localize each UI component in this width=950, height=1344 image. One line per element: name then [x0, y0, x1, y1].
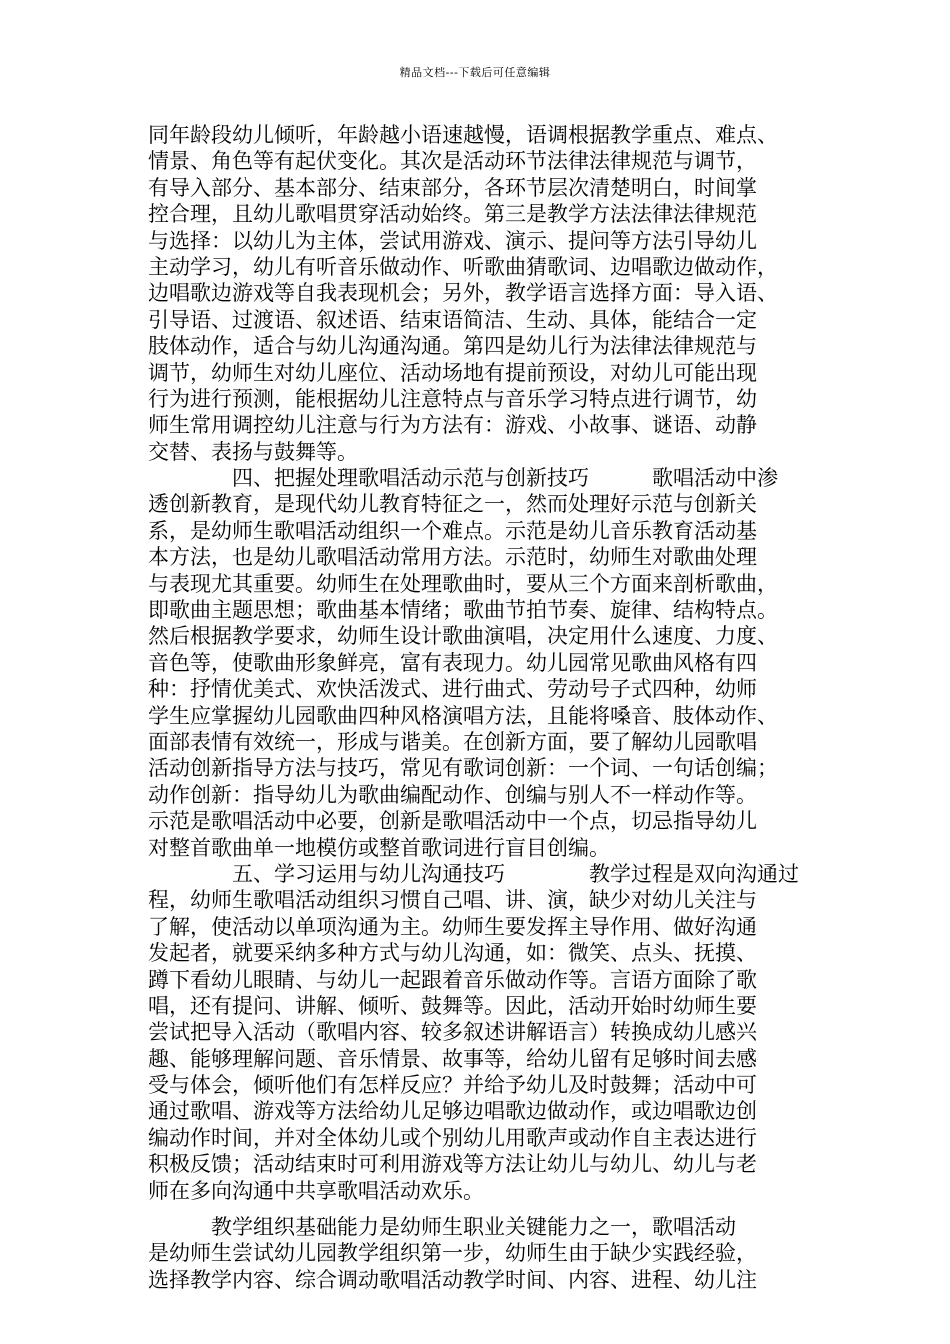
text-line: 通过歌唱、游戏等方法给幼儿足够边唱歌边做动作，或边唱歌边创	[148, 1099, 757, 1124]
text-line: 四、把握处理歌唱活动示范与创新技巧 歌唱活动中渗	[148, 466, 778, 491]
text-line: 受与体会，倾听他们有怎样反应？并给予幼儿及时鼓舞；活动中可	[148, 1073, 757, 1098]
text-line: 发起者，就要采纳多种方式与幼儿沟通，如：微笑、点头、抚摸、	[148, 941, 757, 966]
text-line: 五、学习运用与幼儿沟通技巧 教学过程是双向沟通过	[148, 861, 799, 886]
text-line: 交替、表扬与鼓舞等。	[148, 439, 358, 464]
text-line: 了解，使活动以单项沟通为主。幼师生要发挥主导作用、做好沟通	[148, 914, 757, 939]
page-header: 精品文档---下载后可任意编辑	[399, 66, 551, 79]
text-line: 蹲下看幼儿眼睛、与幼儿一起跟着音乐做动作等。言语方面除了歌	[148, 967, 757, 992]
text-line: 师在多向沟通中共享歌唱活动欢乐。	[148, 1178, 484, 1203]
text-line: 即歌曲主题思想；歌曲基本情绪；歌曲节拍节奏、旋律、结构特点。	[148, 598, 778, 623]
text-line: 积极反馈；活动结束时可利用游戏等方法让幼儿与幼儿、幼儿与老	[148, 1152, 757, 1177]
text-line: 行为进行预测，能根据幼儿注意特点与音乐学习特点进行调节，幼	[148, 386, 757, 411]
text-line: 边唱歌边游戏等自我表现机会；另外，教学语言选择方面：导入语、	[148, 281, 778, 306]
text-line: 肢体动作，适合与幼儿沟通沟通。第四是幼儿行为法律法律规范与	[148, 334, 757, 359]
text-line: 然后根据教学要求，幼师生设计歌曲演唱，决定用什么速度、力度、	[148, 624, 778, 649]
paragraph-gap	[148, 1204, 808, 1214]
text-line: 主动学习，幼儿有听音乐做动作、听歌曲猜歌词、边唱歌边做动作，	[148, 254, 778, 279]
text-line: 面部表情有效统一，形成与谐美。在创新方面，要了解幼儿园歌唱	[148, 729, 757, 754]
text-line: 学生应掌握幼儿园歌曲四种风格演唱方法，且能将嗓音、肢体动作、	[148, 703, 778, 728]
text-line: 尝试把导入活动（歌唱内容、较多叙述讲解语言）转换成幼儿感兴	[148, 1020, 757, 1045]
text-line: 是幼师生尝试幼儿园教学组织第一步，幼师生由于缺少实践经验，	[148, 1241, 757, 1266]
text-line: 种：抒情优美式、欢快活泼式、进行曲式、劳动号子式四种，幼师	[148, 677, 757, 702]
text-line: 情景、角色等有起伏变化。其次是活动环节法律法律规范与调节，	[148, 149, 757, 174]
text-line: 动作创新：指导幼儿为歌曲编配动作、创编与别人不一样动作等。	[148, 782, 757, 807]
text-line: 唱，还有提问、讲解、倾听、鼓舞等。因此，活动开始时幼师生要	[148, 993, 757, 1018]
text-line: 趣、能够理解问题、音乐情景、故事等，给幼儿留有足够时间去感	[148, 1046, 757, 1071]
text-line: 引导语、过渡语、叙述语、结束语简洁、生动、具体，能结合一定	[148, 307, 757, 332]
text-line: 调节，幼师生对幼儿座位、活动场地有提前预设，对幼儿可能出现	[148, 360, 757, 385]
text-line: 与选择：以幼儿为主体，尝试用游戏、演示、提问等方法引导幼儿	[148, 228, 757, 253]
text-line: 控合理，且幼儿歌唱贯穿活动始终。第三是教学方法法律法律规范	[148, 202, 757, 227]
text-line: 选择教学内容、综合调动歌唱活动教学时间、内容、进程、幼儿注	[148, 1267, 757, 1292]
text-line: 编动作时间，并对全体幼儿或个别幼儿用歌声或动作自主表达进行	[148, 1125, 757, 1150]
text-line: 对整首歌曲单一地模仿或整首歌词进行盲目创编。	[148, 835, 610, 860]
text-line: 有导入部分、基本部分、结束部分，各环节层次清楚明白，时间掌	[148, 175, 757, 200]
document-body	[148, 122, 808, 1293]
text-line: 师生常用调控幼儿注意与行为方法有：游戏、小故事、谜语、动静	[148, 413, 757, 438]
closing-paragraph	[148, 1214, 808, 1293]
text-line: 本方法，也是幼儿歌唱活动常用方法。示范时，幼师生对歌曲处理	[148, 545, 757, 570]
text-line: 教学组织基础能力是幼师生职业关键能力之一，歌唱活动	[148, 1215, 736, 1240]
text-line: 音色等，使歌曲形象鲜亮，富有表现力。幼儿园常见歌曲风格有四	[148, 650, 757, 675]
text-line: 系，是幼师生歌唱活动组织一个难点。示范是幼儿音乐教育活动基	[148, 518, 757, 543]
text-line: 活动创新指导方法与技巧，常见有歌词创新：一个词、一句话创编；	[148, 756, 778, 781]
main-paragraphs	[148, 122, 808, 1204]
text-line: 同年龄段幼儿倾听，年龄越小语速越慢，语调根据教学重点、难点、	[148, 123, 778, 147]
text-line: 与表现尤其重要。幼师生在处理歌曲时，要从三个方面来剖析歌曲，	[148, 571, 778, 596]
text-line: 示范是歌唱活动中必要，创新是歌唱活动中一个点，切忌指导幼儿	[148, 809, 757, 834]
text-line: 透创新教育，是现代幼儿教育特征之一，然而处理好示范与创新关	[148, 492, 757, 517]
text-line: 程，幼师生歌唱活动组织习惯自己唱、讲、演，缺少对幼儿关注与	[148, 888, 757, 913]
